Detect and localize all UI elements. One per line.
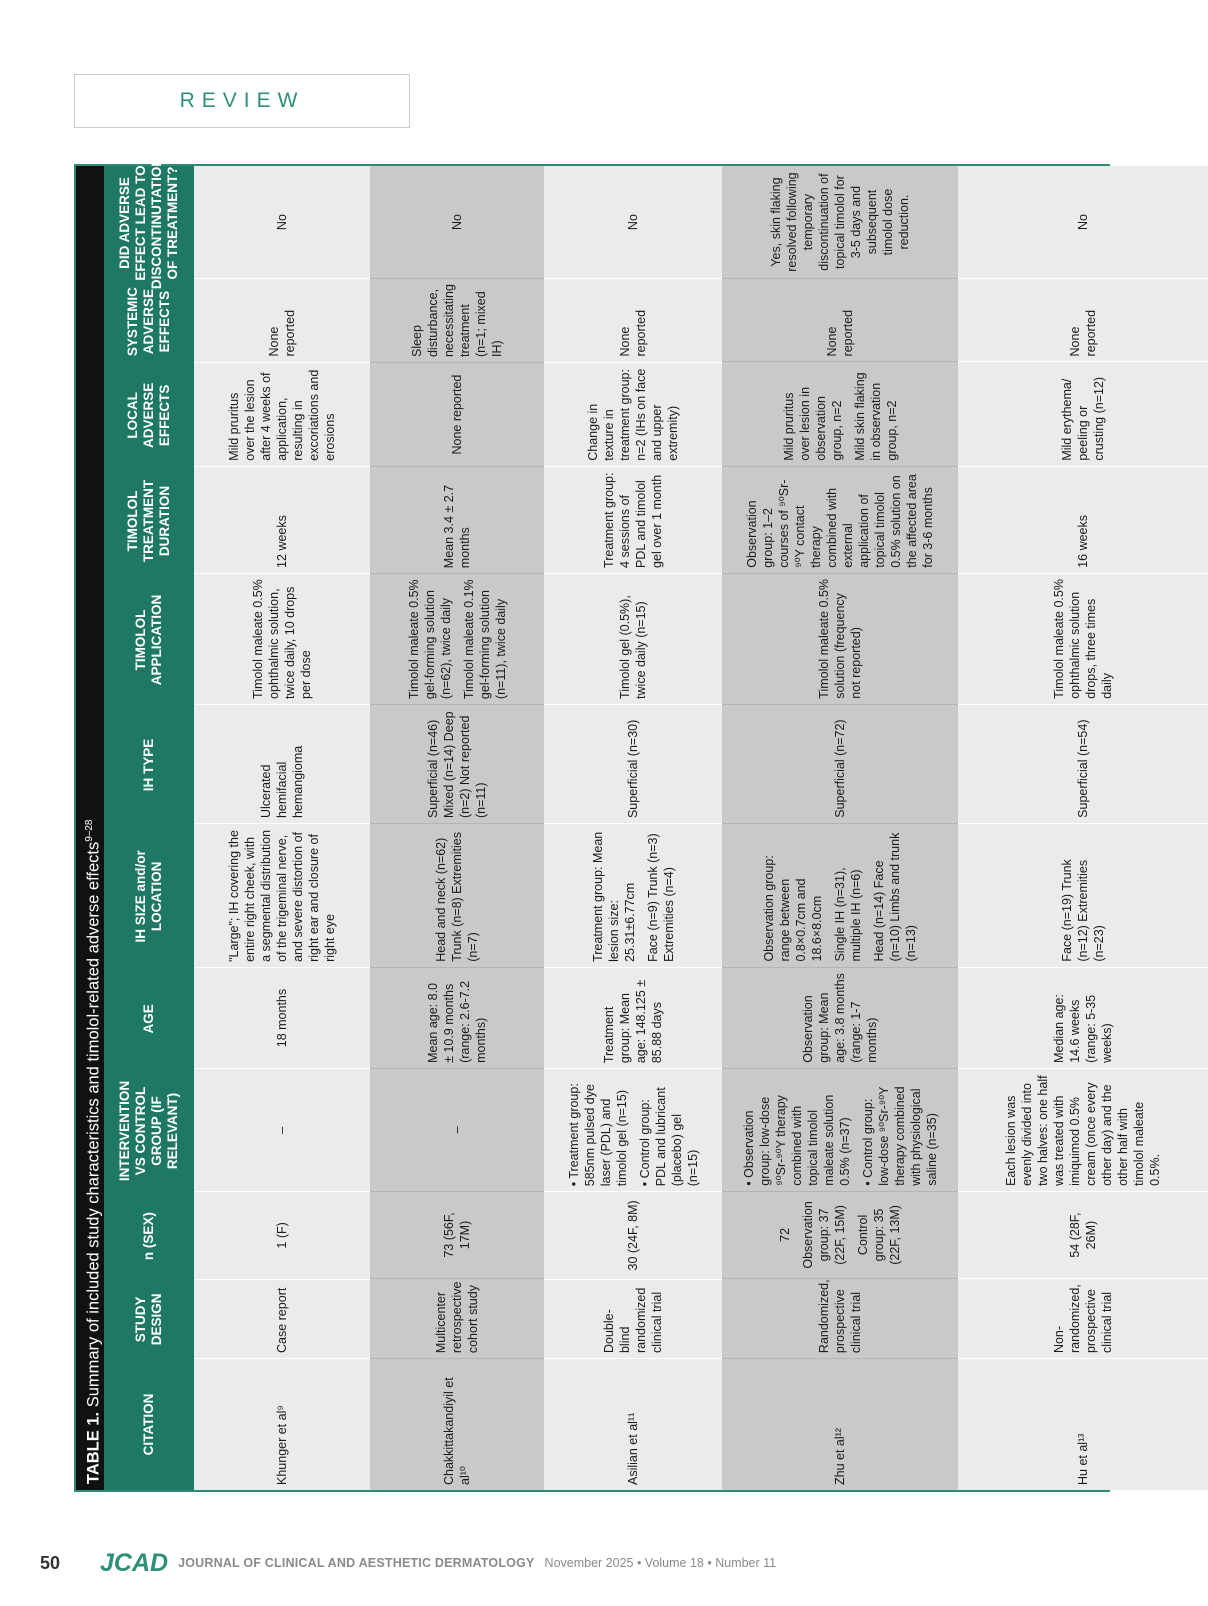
- cell-age: Observation group: Mean age: 3.8 months (range: 1-7 months): [722, 968, 958, 1069]
- cell-discontinuation: No: [544, 166, 722, 279]
- cell-local: Mild pruritus over the lesion after 4 weeks of application, resulting in excoriations and erosions: [194, 363, 370, 467]
- intervention-part: • Control group: low-dose ⁹⁰Sr-⁹⁰Y therapy combined with physiological saline (n=35): [860, 1086, 939, 1186]
- col-header: SYSTEMIC ADVERSE EFFECTS: [124, 287, 173, 357]
- cell-size-location: "Large"; IH covering the entire right cheek, with a segmental distribution of the trigeminal nerve, and severe distortion of right ear and closure of right eye: [194, 824, 370, 968]
- col-header: CITATION: [140, 1393, 156, 1456]
- cell-duration: Mean 3.4 ± 2.7 months: [370, 467, 544, 574]
- table-row: [194, 166, 370, 1490]
- cell-application: Timolol maleate 0.5% ophthalmic solution drops, three times daily: [958, 574, 1208, 705]
- col-header: IH TYPE: [140, 738, 156, 792]
- cell-intervention: –: [194, 1069, 370, 1192]
- cell-intervention: [544, 1069, 722, 1192]
- cell-design: Randomized, prospective clinical trial: [722, 1279, 958, 1359]
- table-caption: [76, 166, 104, 1490]
- cell-size-location: [722, 824, 958, 968]
- journal-logo: JCAD: [100, 1548, 169, 1577]
- cell-intervention: [722, 1069, 958, 1192]
- cell-n: 30 (24F, 8M): [544, 1192, 722, 1279]
- cell-systemic: None reported: [194, 279, 370, 362]
- local-part: Mild pruritus over lesion in observation group, n=2: [781, 386, 844, 461]
- caption-refs: 9–28: [84, 819, 95, 842]
- cell-citation: Chakkittakandiyil et al¹⁰: [442, 1377, 472, 1485]
- cell-application: Timolol gel (0.5%), twice daily (n=15): [544, 574, 722, 705]
- journal-issue: November 2025 • Volume 18 • Number 11: [544, 1556, 777, 1570]
- application-part: Timolol maleate 0.1% gel-forming solution (n=11), twice daily: [461, 579, 508, 700]
- intervention-part: • Control group: PDL and lubricant (placebo) gel (n=15): [637, 1087, 700, 1187]
- col-header: n (SEX): [140, 1212, 156, 1261]
- cell-n: 73 (56F, 17M): [370, 1192, 544, 1279]
- cell-n: 54 (28F, 26M): [958, 1192, 1208, 1279]
- table-header-row: [104, 156, 194, 1490]
- col-header: IH SIZE and/or LOCATION: [132, 850, 164, 943]
- cell-application: Timolol maleate 0.5% solution (frequency not reported): [722, 574, 958, 705]
- cell-local: Change in texture in treatment group: n=2 (IHs on face and upper extremity): [544, 363, 722, 467]
- table-row: [722, 166, 958, 1490]
- section-label-box: [74, 74, 410, 128]
- cell-age: Treatment group: Mean age: 148.125 ± 85.88 days: [544, 968, 722, 1069]
- cell-design: Case report: [194, 1280, 370, 1359]
- cell-size-location: Face (n=19) Trunk (n=12) Extremities (n=23): [958, 824, 1208, 968]
- cell-systemic: Sleep disturbance, necessitating treatment (n=1; mixed IH): [370, 279, 544, 363]
- cell-citation: Khunger et al⁹: [275, 1405, 289, 1485]
- cell-design: Non-randomized, prospective clinical trial: [958, 1279, 1208, 1359]
- intervention-part: • Observation group: low-dose ⁹⁰Sr-⁹⁰Y therapy combined with topical timolol maleate solution 0.5% (n=37): [741, 1094, 852, 1186]
- cell-size-location: [544, 824, 722, 968]
- cell-local: Mild erythema/ peeling or crusting (n=12): [958, 362, 1208, 466]
- cell-discontinuation: No: [194, 166, 370, 279]
- col-header: LOCAL ADVERSE EFFECTS: [124, 382, 173, 449]
- cell-ih-type: Superficial (n=72): [722, 705, 958, 824]
- col-header: TIMOLOL TREATMENT DURATION: [124, 479, 173, 563]
- cell-discontinuation: No: [958, 166, 1208, 279]
- cell-n: 1 (F): [194, 1192, 370, 1279]
- size-location-part: Treatment group: Mean lesion size: 25.31±6.77cm: [590, 831, 637, 962]
- section-label: REVIEW: [179, 89, 305, 112]
- local-part: Mild skin flaking in observation group, n=2: [852, 372, 899, 461]
- table-row: [370, 166, 544, 1490]
- cell-local: [722, 362, 958, 466]
- cell-systemic: None reported: [544, 279, 722, 362]
- journal-name: JOURNAL OF CLINICAL AND AESTHETIC DERMATOLOGY: [178, 1556, 535, 1570]
- col-header: STUDY DESIGN: [132, 1293, 164, 1346]
- cell-design: Multicenter retrospective cohort study: [370, 1279, 544, 1359]
- cell-intervention: Each lesion was evenly divided into two halves: one half was treated with imiquimod 0.5% cream (once every other day) and the other half with timolol maleate 0.5%.: [958, 1069, 1208, 1192]
- cell-age: Median age: 14.6 weeks (range: 5-35 weeks): [958, 968, 1208, 1069]
- cell-systemic: None reported: [958, 279, 1208, 362]
- application-part: Timolol maleate 0.5% gel-forming solution (n=62), twice daily: [406, 579, 453, 700]
- cell-application: [370, 574, 544, 705]
- cell-ih-type: Superficial (n=54): [958, 705, 1208, 824]
- col-header: DID ADVERSE EFFECT LEAD TO DISCONTINUTATION OF TREATMENT?: [116, 156, 181, 290]
- cell-duration: 12 weeks: [194, 467, 370, 574]
- cell-citation: Asilian et al¹¹: [626, 1412, 640, 1485]
- page-footer: [40, 1548, 776, 1578]
- n-part: 72: [778, 1227, 792, 1242]
- cell-age: 18 months: [194, 968, 370, 1069]
- col-header: INTERVENTION VS CONTROL GROUP (IF RELEVANT): [116, 1080, 181, 1182]
- cell-local: None reported: [370, 363, 544, 467]
- size-location-part: Single IH (n=31), multiple IH (n=6): [833, 867, 863, 962]
- cell-discontinuation: No: [370, 166, 544, 279]
- caption-label: TABLE 1.: [84, 1411, 103, 1484]
- size-location-part: Face (n=9) Trunk (n=3) Extremities (n=4): [645, 833, 676, 962]
- page-number: 50: [40, 1552, 61, 1573]
- intervention-part: • Treatment group: 585nm pulsed dye laser (PDL) and timolol gel (n=15): [566, 1083, 629, 1187]
- cell-intervention: –: [370, 1069, 544, 1192]
- cell-ih-type: Superficial (n=46) Mixed (n=14) Deep (n=2) Not reported (n=11): [370, 705, 544, 824]
- cell-duration: Observation group: 1–2 courses of ⁹⁰Sr-⁹⁰Y contact therapy combined with external application of topical timolol 0.5% solution on the affected area for 3-6 months: [722, 467, 958, 574]
- cell-n: [722, 1192, 958, 1279]
- cell-discontinuation: Yes, skin flaking resolved following temporary discontinuation of topical timolol for 3-5 days and subsequent timolol dose reduction.: [722, 166, 958, 279]
- cell-application: Timolol maleate 0.5% ophthalmic solution, twice daily, 10 drops per dose: [194, 574, 370, 705]
- size-location-part: Observation group: range between 0.8×0.7cm and 18.6×8.0cm: [762, 855, 824, 962]
- cell-duration: Treatment group: 4 sessions of PDL and timolol gel over 1 month: [544, 467, 722, 574]
- table-row: [958, 166, 1208, 1490]
- caption-text: Summary of included study characteristics and timolol-related adverse effects: [84, 841, 103, 1412]
- col-header: TIMOLOL APPLICATION: [132, 594, 164, 686]
- cell-citation: Hu et al¹³: [1076, 1433, 1090, 1485]
- cell-design: Double-blind randomized clinical trial: [544, 1280, 722, 1359]
- col-header: AGE: [140, 1004, 156, 1034]
- cell-ih-type: Superficial (n=30): [544, 705, 722, 824]
- cell-duration: 16 weeks: [958, 467, 1208, 574]
- cell-citation: Zhu et al¹²: [833, 1428, 847, 1485]
- cell-systemic: None reported: [722, 279, 958, 362]
- n-part: Observation group: 37 (22F, 15M): [801, 1201, 847, 1269]
- summary-table: [74, 156, 1162, 1492]
- cell-size-location: Head and neck (n=62) Trunk (n=8) Extremities (n=7): [370, 824, 544, 968]
- size-location-part: Head (n=14) Face (n=10) Limbs and trunk (n=13): [872, 832, 918, 962]
- table-row: [544, 166, 722, 1490]
- rotated-table-content: [76, 156, 1162, 1490]
- cell-age: Mean age: 8.0 ± 10.9 months (range: 2.6-7.2 months): [370, 968, 544, 1069]
- n-part: Control group: 35 (22F, 13M): [856, 1205, 902, 1265]
- cell-ih-type: Ulcerated hemifacial hemangioma: [194, 705, 370, 824]
